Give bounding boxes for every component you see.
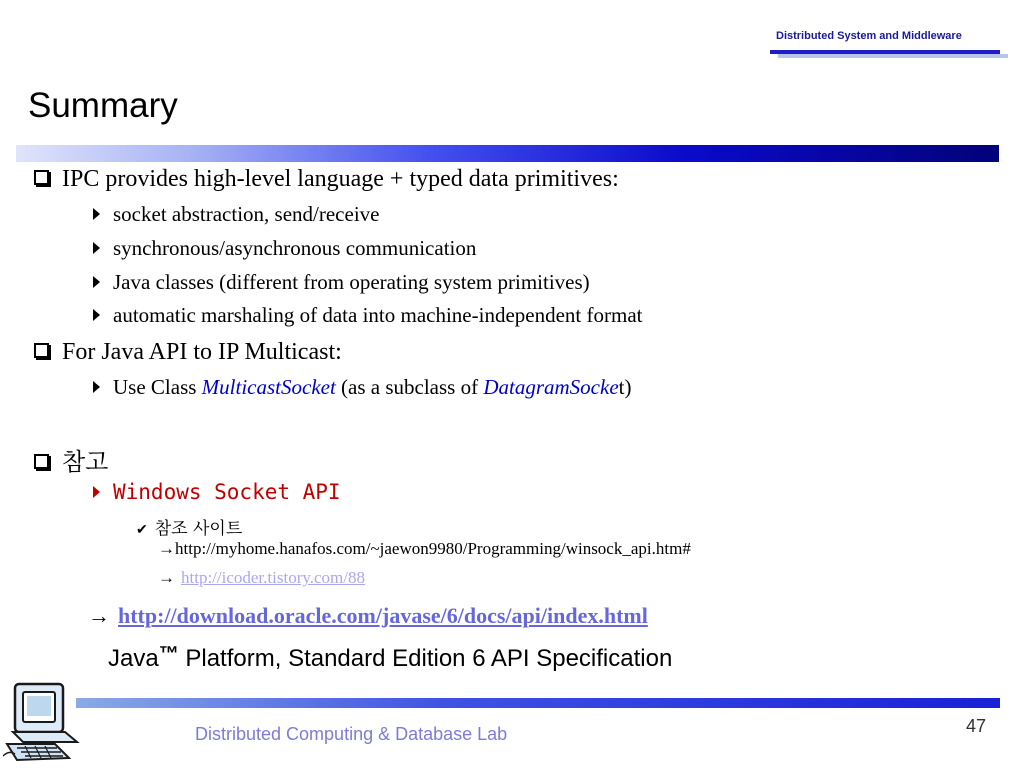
sub-bullet bbox=[93, 270, 590, 295]
triangle-bullet-icon bbox=[93, 242, 100, 254]
sub-bullet-multicast-class bbox=[93, 375, 631, 400]
class-name-multicastsocket: MulticastSocket bbox=[201, 375, 336, 399]
bullet-ipc bbox=[34, 166, 619, 193]
sub-bullet-text: socket abstraction, send/receive bbox=[113, 202, 380, 226]
trademark-symbol: ™ bbox=[158, 643, 179, 665]
checkbox-square-icon bbox=[34, 454, 49, 469]
class-prefix: Use Class bbox=[113, 375, 202, 399]
sub-bullet bbox=[93, 303, 642, 328]
footer-lab-name: Distributed Computing & Database Lab bbox=[195, 724, 508, 744]
arrow-icon: → bbox=[158, 568, 175, 587]
check-icon: ✔ bbox=[136, 523, 148, 538]
winsock-label: Windows Socket API bbox=[113, 480, 341, 504]
java-name: Java bbox=[108, 645, 159, 672]
sub-bullet bbox=[93, 202, 379, 227]
sub-bullet bbox=[93, 236, 476, 261]
slide-title: Summary bbox=[28, 86, 178, 125]
triangle-bullet-icon bbox=[93, 309, 100, 321]
triangle-bullet-icon bbox=[93, 208, 100, 220]
sub-bullet-winsock bbox=[93, 480, 341, 504]
bullet-reference-text: 참고 bbox=[62, 448, 109, 476]
java-spec-text: Platform, Standard Edition 6 API Specification bbox=[178, 645, 673, 672]
header-rule-shadow bbox=[778, 54, 1008, 58]
arrow-icon: → bbox=[88, 603, 110, 628]
triangle-bullet-icon bbox=[93, 486, 100, 498]
sub-bullet-text: Java classes (different from operating system primitives) bbox=[113, 270, 590, 294]
class-name-datagramsocket: DatagramSocke bbox=[483, 375, 619, 399]
sub-bullet-text: synchronous/asynchronous communication bbox=[113, 236, 477, 260]
class-middle: (as a subclass of bbox=[335, 375, 484, 399]
arrow-icon: → bbox=[158, 539, 175, 558]
bullet-reference bbox=[34, 442, 108, 477]
bullet-java-multicast-text: For Java API to IP Multicast: bbox=[62, 339, 342, 365]
title-gradient-band bbox=[16, 145, 999, 162]
oracle-link-line bbox=[88, 603, 648, 629]
checkbox-square-icon bbox=[34, 343, 49, 358]
winsock-url[interactable]: http://myhome.hanafos.com/~jaewon9980/Programming/winsock_api.htm# bbox=[175, 539, 691, 558]
java-spec-title bbox=[108, 643, 672, 673]
page-number: 47 bbox=[966, 716, 987, 736]
class-suffix: t) bbox=[618, 375, 632, 399]
footer-band bbox=[76, 698, 1000, 708]
triangle-bullet-icon bbox=[93, 276, 100, 288]
sub-bullet-text: automatic marshaling of data into machine-independent format bbox=[113, 303, 643, 327]
course-header-label: Distributed System and Middleware bbox=[776, 30, 962, 42]
triangle-bullet-icon bbox=[93, 381, 100, 393]
reference-url-line-2 bbox=[158, 568, 365, 588]
bullet-java-multicast bbox=[34, 339, 342, 366]
computer-icon bbox=[3, 680, 81, 762]
checkbox-square-icon bbox=[34, 170, 49, 185]
reference-url-line bbox=[158, 539, 691, 559]
reference-site-label: 참조 사이트 bbox=[154, 519, 243, 539]
reference-site-line bbox=[136, 514, 242, 539]
tistory-link[interactable]: http://icoder.tistory.com/88 bbox=[181, 568, 365, 587]
bullet-ipc-text: IPC provides high-level language + typed data primitives: bbox=[62, 166, 619, 192]
oracle-api-link[interactable]: http://download.oracle.com/javase/6/docs/api/index.html bbox=[118, 603, 648, 628]
